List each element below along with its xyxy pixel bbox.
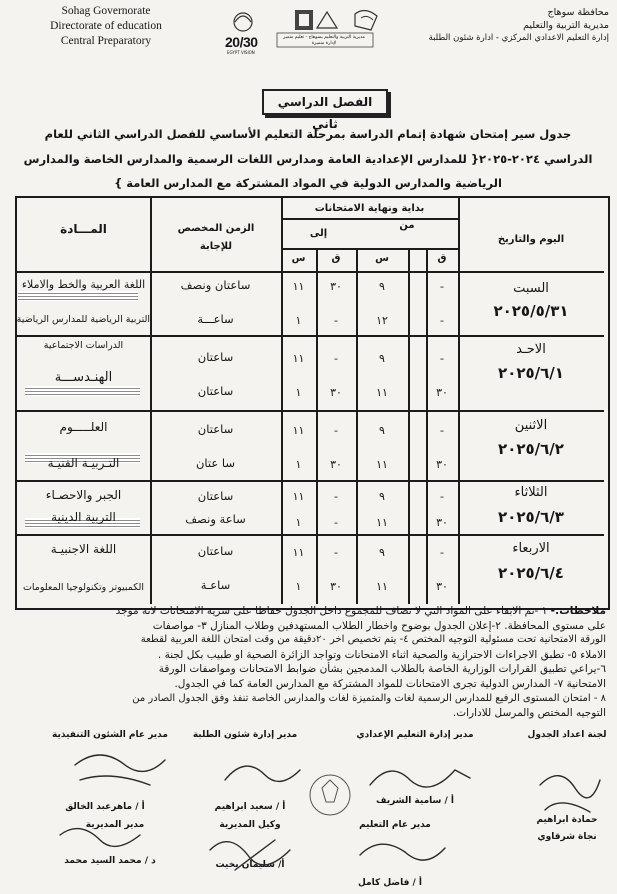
header-day-date: اليوم والتاريخ (497, 234, 565, 245)
exec-head-name: أ / ماهرعبد الخالق (65, 802, 145, 812)
from-s-cell: ٩ (379, 424, 385, 437)
vision-2030-sub: EGYPT VISION (227, 50, 255, 55)
header-ar-line: إدارة التعليم الاعدادي المركزي - ادارة شئون الطلبة (428, 33, 609, 43)
day-cell: الاثنين (514, 418, 548, 433)
date-cell: ٢٠٢٥/٦/٣ (498, 508, 564, 526)
header-ar-line: محافظة سوهاج (547, 7, 609, 18)
from-s-cell: ٩ (379, 280, 385, 293)
duration-cell: ساعتان (197, 544, 234, 558)
to-q-cell: - (334, 352, 338, 365)
header-en-line: Central Preparatory (60, 35, 152, 47)
subject-cell: اللغة الاجنبيـة (50, 542, 117, 556)
notes-line (18, 604, 606, 619)
dir-head-name: د / محمد السيد محمد (64, 856, 156, 866)
from-q-cell: - (440, 352, 444, 365)
edu-head-title: مدير عام التعليم (359, 820, 431, 830)
from-s-cell: ٩ (379, 490, 385, 503)
row-divider (17, 335, 604, 337)
title-line: الدراسي ٢٠٢٤-٢٠٢٥{ للمدارس الإعدادية العامة ومدارس اللغات الرسمية والمدارس الخاصة والمدارس (23, 152, 593, 166)
duration-cell: ساعة ونصف (185, 512, 246, 526)
header-ar-line: مديرية التربية والتعليم (523, 20, 609, 31)
committee-member: حمادة ابراهيم (536, 815, 598, 825)
duration-cell: ساعتان (197, 489, 234, 503)
dir-head-title: مدير المديرية (85, 820, 145, 830)
duration-cell: ساعتان (197, 422, 234, 436)
to-q-cell: ٣٠ (330, 280, 342, 293)
from-q-cell: ٣٠ (436, 516, 448, 529)
students-head-title: مدير إدارة شئون الطلبة (192, 730, 298, 740)
prep-head-title: مدير إدارة التعليم الإعدادي (356, 730, 474, 740)
header-to-q: ق (331, 253, 341, 264)
notes-text: ١ -تم الابقاء على المواد التي لا تضاف للمجموع داخل الجدول حفاظا على سرية الامتحانات لانه موجد (115, 605, 548, 617)
header-en-line: Sohag Governorate (61, 5, 151, 17)
from-q-cell: ٣٠ (436, 580, 448, 593)
deputy-title: وكيل المديرية (219, 820, 281, 830)
header-from: من (399, 220, 415, 231)
header-arabic (409, 6, 609, 45)
from-s-cell: ١١ (376, 386, 388, 399)
header-to: إلى (309, 228, 328, 239)
day-cell: الاحـد (516, 342, 546, 357)
duration-cell: ساعتان (197, 350, 234, 364)
header-to-s: س (291, 253, 306, 264)
to-s-cell: ١ (295, 458, 302, 471)
from-q-cell: ٣٠ (436, 386, 448, 399)
notes-line: ٨ - امتحان المستوى الرفيع للمدارس الرسمية لغات والمتميزة لغات والمدارس الخاصة تنفذ وفق الجدول الصادر من (132, 692, 606, 704)
from-s-cell: ١١ (376, 458, 388, 471)
subject-cell: التـربيـة الفنيـة (47, 456, 120, 470)
to-q-cell: - (334, 490, 338, 503)
header-from-q: ق (437, 253, 447, 264)
from-s-cell: ١١ (376, 580, 388, 593)
hatch-decor (18, 291, 138, 301)
exam-schedule-table (15, 196, 610, 610)
prep-head-name: أ / سامية الشريف (375, 796, 455, 806)
header-duration: الزمن المخصص للإجابة (177, 223, 255, 252)
to-s-cell: ١ (295, 386, 302, 399)
directorate-logo-text: مديرية التربية والتعليم بسوهاج - تعليم متميز لإدارة متميزة (283, 35, 365, 46)
to-s-cell: ١١ (292, 280, 305, 293)
notes-line: الورقة الامتحانية تحت مسئولية التوجيه المختص ٤- يتم تخصيص اخر ٢٠دقيقة من وقت امتحان اللغة العربية لقطعة (140, 634, 606, 646)
to-q-cell: ٣٠ (330, 580, 342, 593)
to-s-cell: ١١ (292, 352, 305, 365)
vision-2030-logo: 20/30 (225, 34, 258, 50)
subject-cell: العلـــــوم (59, 420, 108, 434)
subject-cell: الكمبيوتر وتكنولوجيا المعلومات (22, 582, 145, 593)
subject-cell: الدراسات الاجتماعية (43, 340, 124, 351)
row-divider (17, 534, 604, 536)
to-q-cell: - (334, 424, 338, 437)
handwritten-signatures-icon (0, 740, 617, 894)
duration-cell: ساعتان ونصف (180, 278, 251, 292)
date-cell: ٢٠٢٥/٦/٢ (498, 440, 564, 458)
row-divider (17, 480, 604, 482)
to-s-cell: ١١ (292, 490, 305, 503)
duration-cell: ساعتان (197, 384, 234, 398)
to-s-cell: ١ (295, 516, 302, 529)
notes-line: الاملاء ٥- تطبق الاجراءات الاحترازية والصحية اثناء الامتحانات وتواجد الزائرة الصحية او طبيب بكل لجنة . (157, 648, 606, 661)
official-stamp-icon (310, 775, 350, 815)
from-q-cell: - (440, 546, 444, 559)
edu-head-name: أ / فاضل كامل (358, 878, 422, 888)
subject-cell: الجبر والاحصـاء (45, 488, 122, 502)
from-s-cell: ٩ (379, 546, 385, 559)
row-divider (17, 410, 604, 412)
header-start-end: بداية ونهاية الامتحانات (314, 203, 425, 214)
hatch-decor (25, 386, 140, 396)
from-q-cell: ٣٠ (436, 458, 448, 471)
header-english (22, 4, 190, 49)
notes-line: ٦-يراعي تطبيق القرارات الوزارية الخاصة بالطلاب المدمجين بشأن ضوابط الامتحانات ومواصفات الورقة (158, 663, 606, 676)
col-divider (408, 248, 410, 604)
term-label: الفصل الدراسي ثاني (262, 89, 388, 115)
from-s-cell: ١١ (376, 516, 388, 529)
notes-line: الامتحانية ٧- المدارس الدولية تجرى الامتحانات للمواد المشتركة مع المدارس العامة كما في الجدول. (174, 677, 606, 690)
from-q-cell: - (440, 314, 444, 327)
day-cell: السبت (513, 281, 549, 296)
title-line: الرياضية والمدارس الدولية في المواد المشتركة مع المدارس العامة } (114, 176, 502, 190)
header-subject: المـــادة (60, 222, 107, 236)
date-cell: ٢٠٢٥/٦/٤ (498, 564, 564, 582)
duration-cell: ساعـــة (197, 312, 234, 326)
notes-label: ملاحظات:- (550, 605, 606, 617)
header-logos (205, 8, 400, 58)
subject-cell: اللغة العربية والخط والاملاء (21, 278, 146, 291)
to-s-cell: ١ (295, 314, 302, 327)
date-cell: ٢٠٢٥/٦/١ (498, 364, 564, 382)
committee-title: لجنة اعداد الجدول (527, 730, 607, 740)
committee-member: نجاة شرقاوي (537, 832, 597, 842)
duration-cell: سا عتان (195, 456, 236, 470)
from-s-cell: ١٢ (376, 314, 388, 327)
duration-cell: ساعـة (200, 578, 231, 592)
exec-head-title: مدير عام الشئون التنفيذية (52, 730, 168, 740)
students-head-name: أ / سعيد ابراهيم (214, 802, 286, 812)
to-q-cell: ٣٠ (330, 458, 342, 471)
subject-cell: التربية الدينية (51, 510, 116, 524)
notes-line: التوجيه المختص والمرسل للادارات. (452, 707, 606, 720)
row-divider (281, 248, 458, 250)
header-en-line: Directorate of education (50, 20, 162, 32)
header-from-s: س (375, 253, 389, 264)
day-cell: الاربعاء (512, 541, 550, 556)
to-q-cell: - (334, 546, 338, 559)
notes-line: على مستوى المحافظة. ٢-إعلان الجدول بوضوح واخطار الطلاب المستهدفين وطلاب المنازل ٣- مواصفات (152, 619, 606, 632)
to-q-cell: - (334, 314, 338, 327)
title-line: جدول سير إمتحان شهادة إتمام الدراسة بمرحلة التعليم الأساسي للفصل الدراسي الثاني للعام (44, 127, 572, 141)
to-s-cell: ١١ (292, 424, 305, 437)
to-s-cell: ١ (295, 580, 302, 593)
subject-cell: التربية الرياضية للمدارس الرياضية (16, 314, 150, 325)
from-q-cell: - (440, 280, 444, 293)
date-cell: ٢٠٢٥/٥/٣١ (493, 302, 569, 320)
from-q-cell: - (440, 424, 444, 437)
to-s-cell: ١١ (292, 546, 305, 559)
from-q-cell: - (440, 490, 444, 503)
to-q-cell: ٣٠ (330, 386, 342, 399)
subject-cell: الهنـدســـة (54, 370, 113, 385)
from-s-cell: ٩ (379, 352, 385, 365)
notes-block (18, 604, 606, 721)
deputy-name: أ/ سليمان بخيت (215, 860, 285, 870)
day-cell: الثلاثاء (514, 485, 548, 500)
row-divider (17, 271, 604, 273)
to-q-cell: - (334, 516, 338, 529)
